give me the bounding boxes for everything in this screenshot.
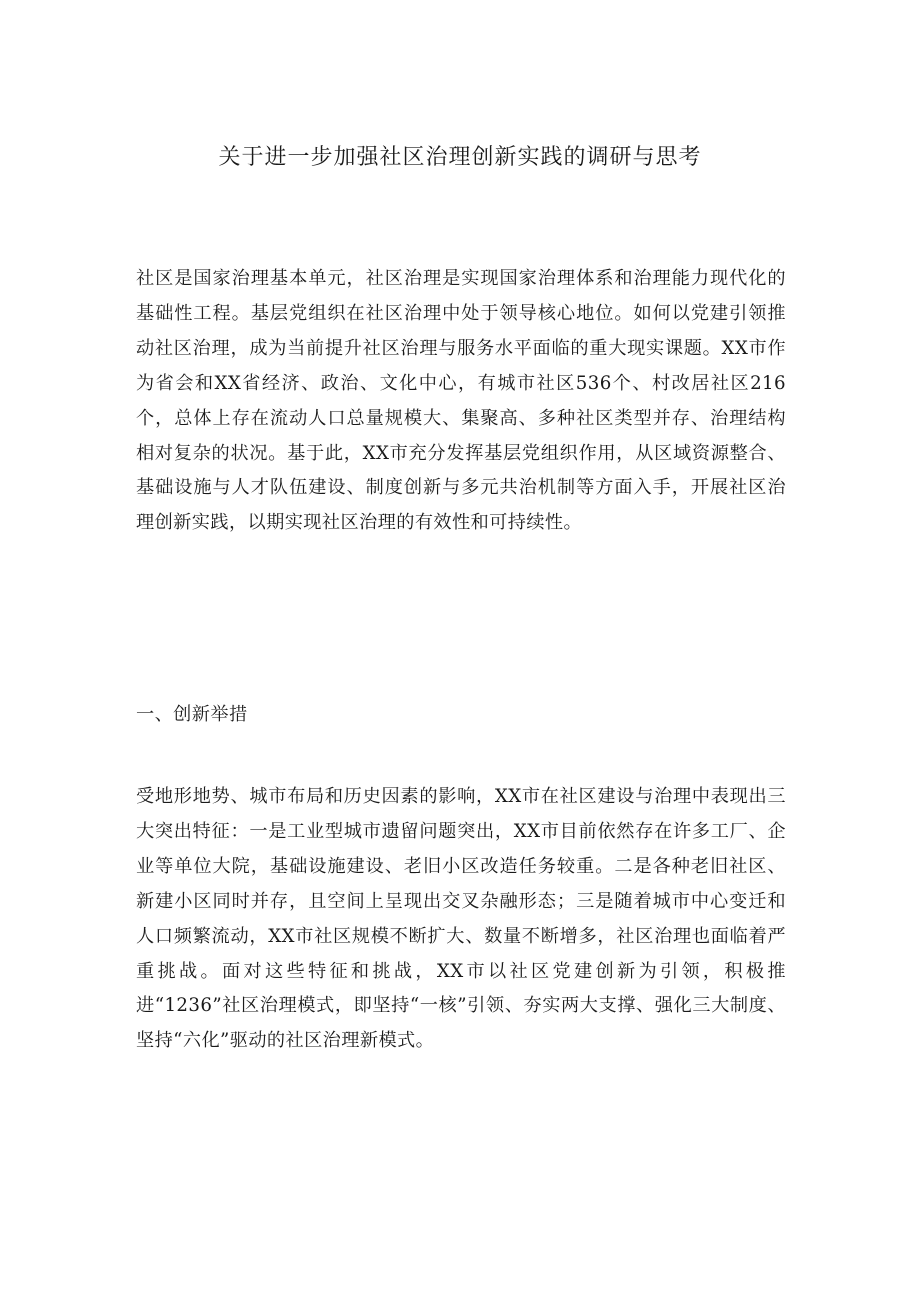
section-heading: 一、创新举措 bbox=[136, 704, 248, 725]
intro-paragraph: 社区是国家治理基本单元，社区治理是实现国家治理体系和治理能力现代化的基础性工程。基层党组织在社区治理中处于领导核心地位。如何以党建引领推动社区治理，成为当前提升社区治理与服务水平面临的重大现实课题。XX市作为省会和XX省经济、政治、文化中心，有城市社区536个、村改居社区216个，总体上存在流动人口总量规模大、集聚高、多种社区类型并存、治理结构相对复杂的状况。基于此，XX市充分发挥基层党组织作用，从区域资源整合、基础设施与人才队伍建设、制度创新与多元共治机制等方面入手，开展社区治理创新实践，以期实现社区治理的有效性和可持续性。 bbox=[136, 268, 786, 534]
section-paragraph: 受地形地势、城市布局和历史因素的影响，XX市在社区建设与治理中表现出三大突出特征：一是工业型城市遗留问题突出，XX市目前依然存在许多工厂、企业等单位大院，基础设施建设、老旧小区改造任务较重。二是各种老旧社区、新建小区同时并存，且空间上呈现出交叉杂融形态；三是随着城市中心变迁和人口频繁流动，XX市社区规模不断扩大、数量不断增多，社区治理也面临着严重挑战。面对这些特征和挑战，XX市以社区党建创新为引领，积极推进“1236”社区治理模式，即坚持“一核”引领、夯实两大支撑、强化三大制度、坚持“六化”驱动的社区治理新模式。 bbox=[136, 786, 786, 1052]
document-title: 关于进一步加强社区治理创新实践的调研与思考 bbox=[218, 145, 702, 170]
